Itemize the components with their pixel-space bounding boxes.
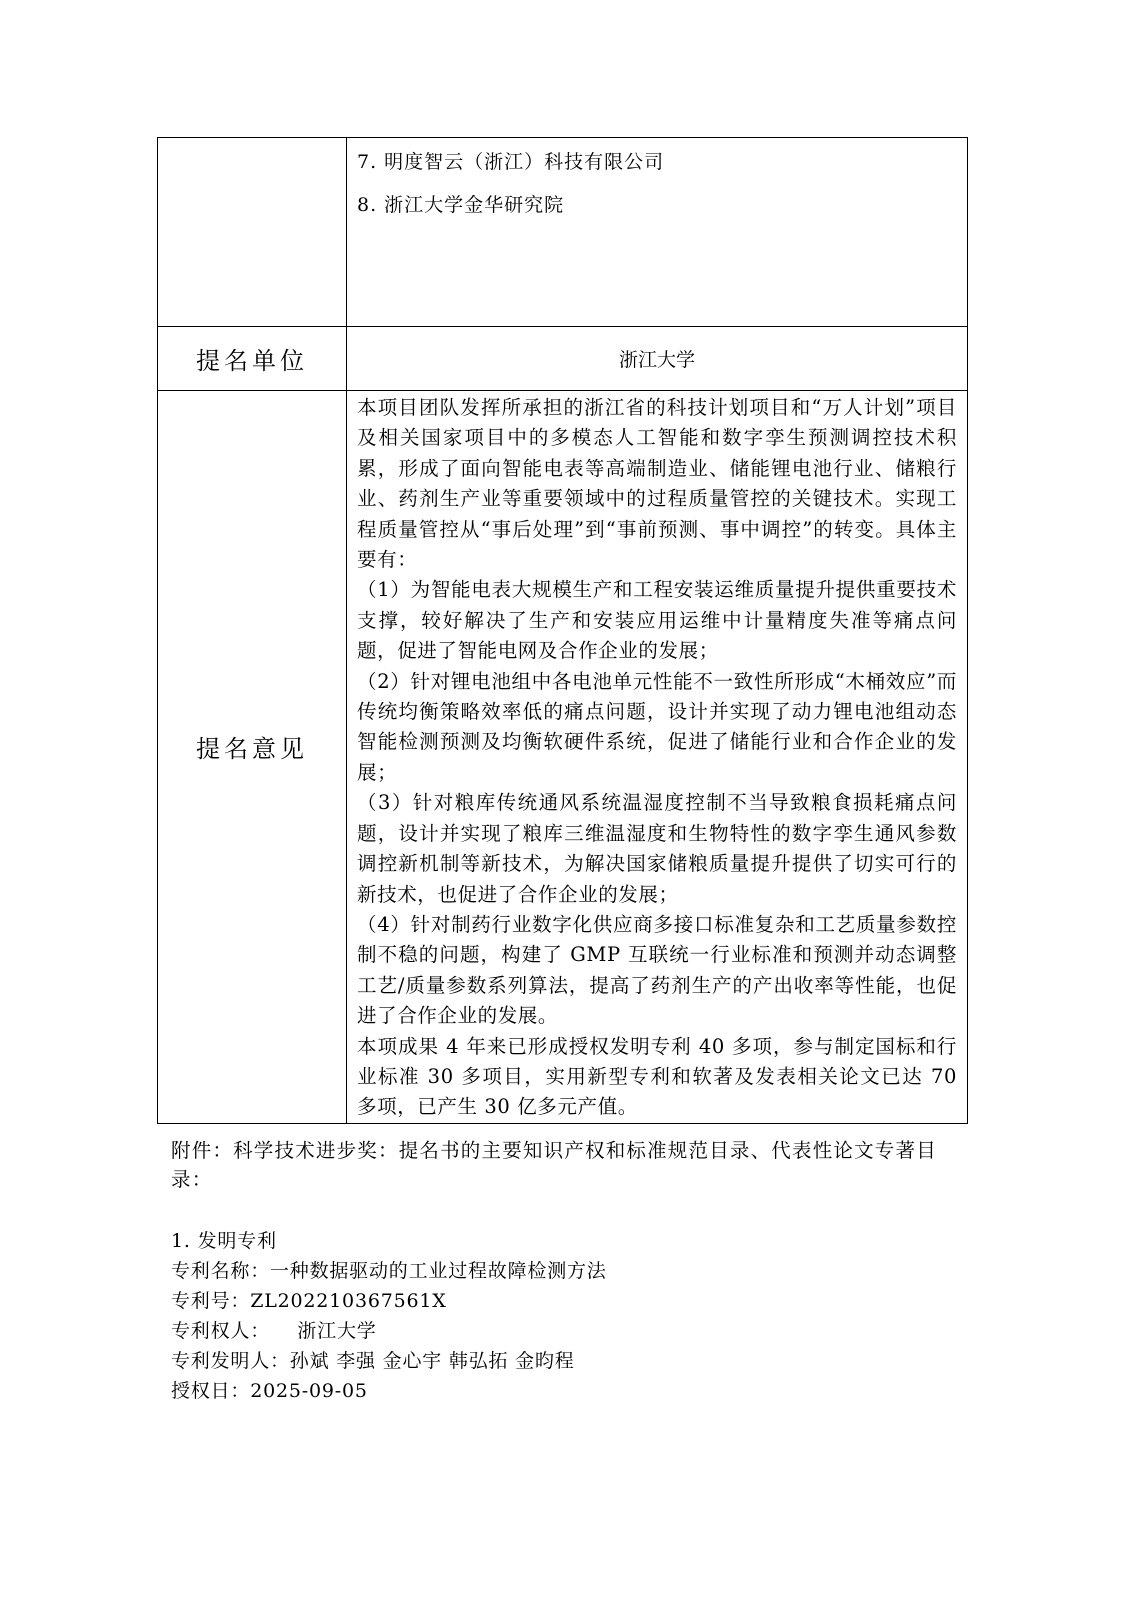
company-item: 7. 明度智云（浙江）科技有限公司 xyxy=(357,151,665,173)
patent-entry xyxy=(171,1226,971,1406)
companies-label-cell xyxy=(158,138,347,327)
opinion-label-cell xyxy=(158,391,347,1124)
opinion-paragraph: 本项目团队发挥所承担的浙江省的科技计划项目和“万人计划”项目及相关国家项目中的多模态人工智能和数字孪生预测调控技术积累，形成了面向智能电表等高端制造业、储能锂电池行业、储粮行业、药剂生产业等重要领域中的过程质量管控的关键技术。实现工程质量管控从“事后处理”到“事前预测、事中调控”的转变。具体主要有： xyxy=(357,396,957,572)
nominating-unit-label-cell xyxy=(158,327,347,391)
opinion-paragraph: （3）针对粮库传统通风系统温湿度控制不当导致粮食损耗痛点问题，设计并实现了粮库三维温湿度和生物特性的数字孪生通风参数调控新机制等新技术，为解决国家储粮质量提升提供了切实可行的新技术，也促进了合作企业的发展； xyxy=(357,791,957,906)
patent-name: 专利名称：一种数据驱动的工业过程故障检测方法 xyxy=(171,1260,607,1282)
patent-section-title: 1. 发明专利 xyxy=(171,1230,277,1252)
patent-inventors: 专利发明人：孙斌 李强 金心宇 韩弘拓 金昀程 xyxy=(171,1350,575,1372)
nominating-unit-label: 提名单位 xyxy=(196,347,308,375)
companies-content-cell xyxy=(347,138,968,327)
opinion-text xyxy=(347,391,967,1123)
table-row-companies xyxy=(158,138,968,327)
table-row-nominating-unit xyxy=(158,327,968,391)
patent-number: 专利号：ZL202210367561X xyxy=(171,1290,447,1312)
opinion-paragraph: （2）针对锂电池组中各电池单元性能不一致性所形成“木桶效应”而传统均衡策略效率低的痛点问题，设计并实现了动力锂电池组动态智能检测预测及均衡软硬件系统，促进了储能行业和合作企业的发展； xyxy=(357,669,957,784)
table-row-opinion xyxy=(158,391,968,1124)
opinion-paragraph: 本项成果 4 年来已形成授权发明专利 40 多项，参与制定国标和行业标准 30 多项目，实用新型专利和软著及发表相关论文已达 70 多项，已产生 30 亿多元产值。 xyxy=(357,1034,957,1119)
company-item: 8. 浙江大学金华研究院 xyxy=(357,194,565,216)
nominating-unit-value: 浙江大学 xyxy=(618,349,695,371)
patent-holder: 专利权人： 浙江大学 xyxy=(171,1320,377,1342)
nominating-unit-value-cell xyxy=(347,327,968,391)
opinion-content-cell xyxy=(347,391,968,1124)
attachment-note: 附件：科学技术进步奖：提名书的主要知识产权和标准规范目录、代表性论文专著目录： xyxy=(171,1139,937,1191)
opinion-label: 提名意见 xyxy=(196,734,308,763)
patent-grant-date: 授权日：2025-09-05 xyxy=(171,1380,368,1402)
nomination-form-table xyxy=(157,137,968,1124)
opinion-paragraph: （4）针对制药行业数字化供应商多接口标准复杂和工艺质量参数控制不稳的问题，构建了 GMP 互联统一行业标准和预测并动态调整工艺/质量参数系列算法，提高了药剂生产的产出收率等性能，也促进了合作企业的发展。 xyxy=(357,912,957,1028)
opinion-paragraph: （1）为智能电表大规模生产和工程安装运维质量提升提供重要技术支撑，较好解决了生产和安装应用运维中计量精度失准等痛点问题，促进了智能电网及合作企业的发展； xyxy=(357,578,957,663)
